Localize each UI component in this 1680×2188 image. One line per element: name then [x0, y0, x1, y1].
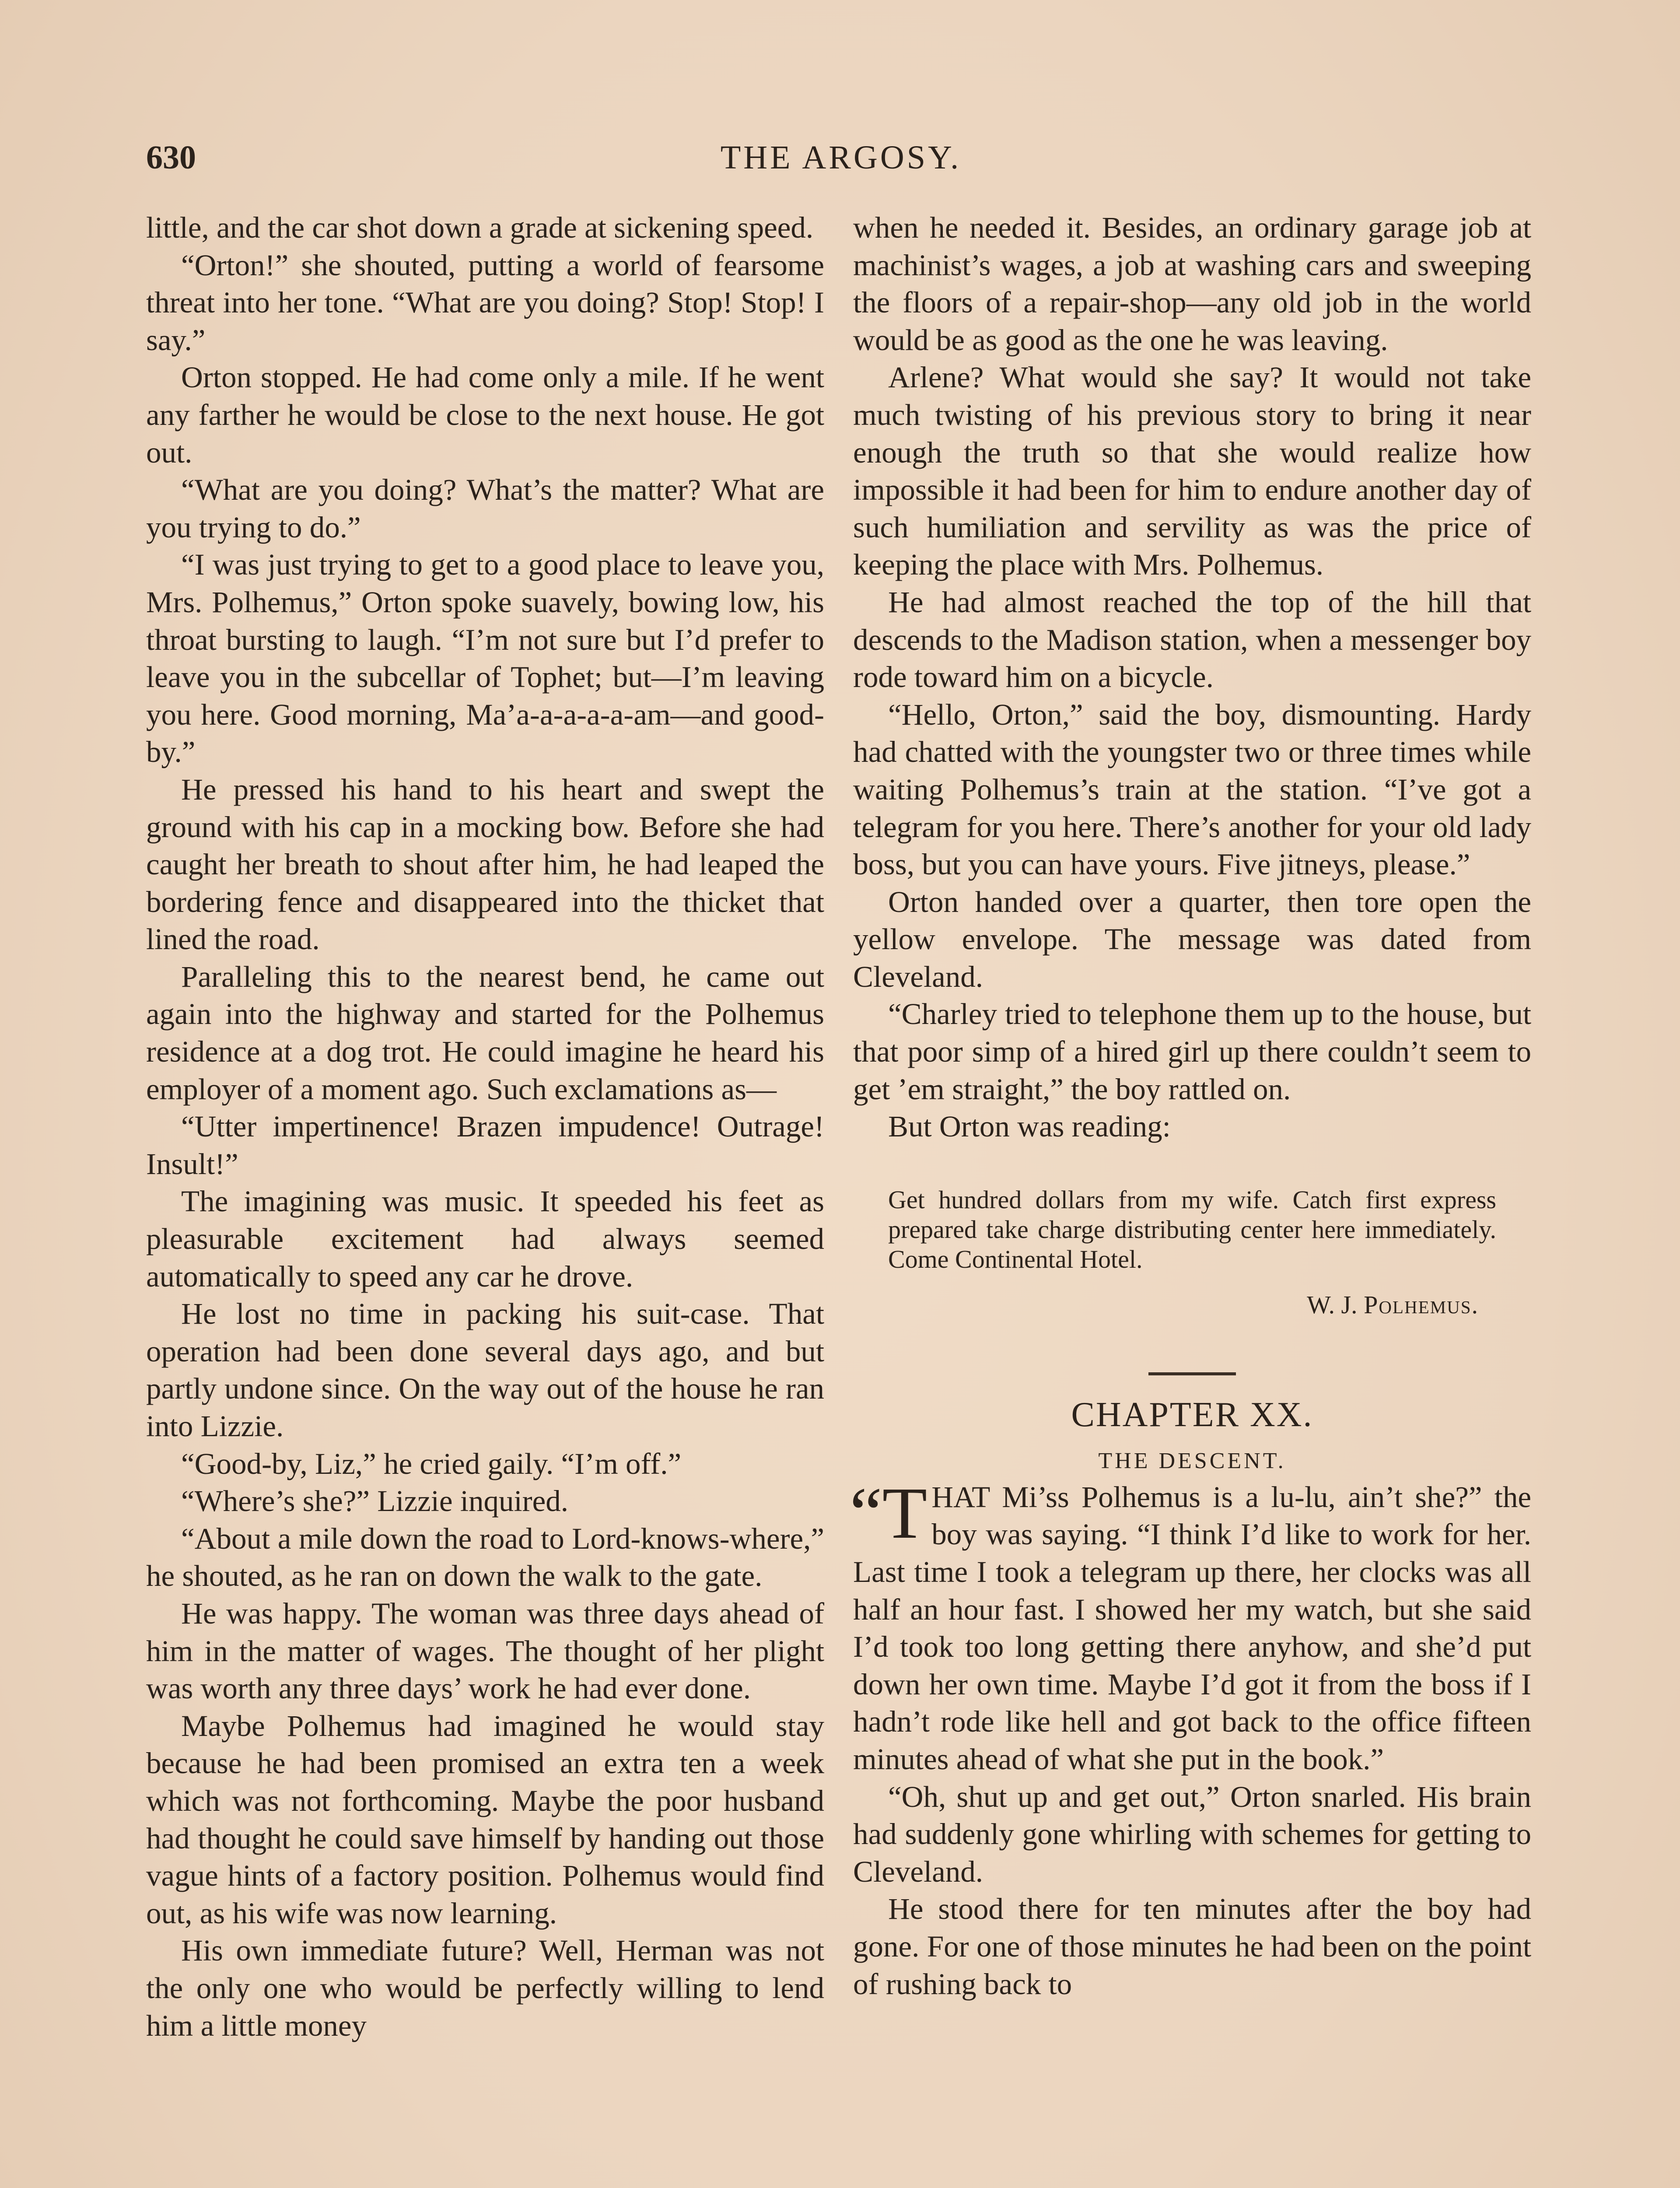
paragraph: little, and the car shot down a grade at sickening speed. [146, 211, 814, 244]
paragraph: He stood there for ten minutes after the boy had gone. For one of those minutes he had been on the point of rushing back to [853, 1892, 1531, 2001]
chapter-subtitle: THE DESCENT. [1098, 1448, 1286, 1473]
paragraph: He lost no time in packing his suit-case. That operation had been done several days ago, and but partly undone since. On the way out of the house he ran into Lizzie. [146, 1297, 824, 1443]
telegram-text: Get hundred dollars from my wife. Catch first express prepared take charge distributing center here immediately. Come Continental Hotel. [888, 1185, 1496, 1273]
paragraph: “Hello, Orton,” said the boy, dismounting. Hardy had chatted with the youngster two or three times while waiting Polhemus’s train at the station. “I’ve got a telegram for you here. There’s another for your old lady boss, but you can have yours. Five jitneys, please.” [853, 698, 1531, 881]
paragraph: “Orton!” she shouted, putting a world of fearsome threat into her tone. “What are you doing? Stop! Stop! I say.” [146, 248, 824, 357]
paragraph: The imagining was music. It speeded his feet as pleasurable excitement had always seemed automatically to speed any car he drove. [146, 1185, 824, 1293]
telegram-signature [853, 1290, 1479, 1320]
drop-cap [850, 1472, 928, 1554]
chapter-title: CHAPTER XX. [1071, 1395, 1313, 1434]
paragraph: Orton handed over a quarter, then tore open the yellow envelope. The message was dated from Cleveland. [853, 885, 1531, 993]
page-header [146, 133, 1536, 182]
paragraph: Maybe Polhemus had imagined he would stay because he had been promised an extra ten a week which was not forthcoming. Maybe the poor husband had thought he could save himself by handing out those vague hints of a factory position. Polhemus would find out, as his wife was now learning. [146, 1709, 824, 1930]
paragraph: He had almost reached the top of the hill that descends to the Madison station, when a messenger boy rode toward him on a bicycle. [853, 585, 1531, 694]
page-number: 630 [146, 139, 196, 176]
running-title: THE ARGOSY. [720, 139, 962, 176]
left-column [146, 209, 824, 2044]
paragraph: Arlene? What would she say? It would not take much twisting of his previous story to bring it near enough the truth so that she would realize how impossible it had been for him to endure another day of such humiliation and servility as was the price of keeping the place with Mrs. Polhemus. [853, 361, 1531, 582]
paragraph: Paralleling this to the nearest bend, he came out again into the highway and started for the Polhemus residence at a dog trot. He could imagine he heard his employer of a moment ago. Such exclamations as— [146, 960, 824, 1106]
paragraph: “What are you doing? What’s the matter? What are you trying to do.” [146, 473, 824, 544]
paragraph: “Charley tried to telephone them up to the house, but that poor simp of a hired girl up there couldn’t seem to get ’em straight,” the boy rattled on. [853, 997, 1531, 1106]
paragraph: He pressed his hand to his heart and swept the ground with his cap in a mocking bow. Before she had caught her breath to shout after him, he had leaped the bordering fence and disappeared into the thicket that lined the road. [146, 772, 824, 956]
drop-cap-quote: “ [850, 1472, 882, 1554]
paragraph: “About a mile down the road to Lord-knows-where,” he shouted, as he ran on down the walk to the gate. [146, 1522, 824, 1593]
paragraph: “Good-by, Liz,” he cried gaily. “I’m off.” [181, 1447, 682, 1480]
paragraph: when he needed it. Besides, an ordinary garage job at machinist’s wages, a job at washing cars and sweeping the floors of a repair-shop—any old job in the world would be as good as the one he was leaving. [853, 211, 1531, 357]
paragraph: Orton stopped. He had come only a mile. If he went any farther he would be close to the next house. He got out. [146, 361, 824, 469]
paragraph: He was happy. The woman was three days ahead of him in the matter of wages. The thought of her plight was worth any three days’ work he had ever done. [146, 1596, 824, 1705]
paragraph: “Oh, shut up and get out,” Orton snarled. His brain had suddenly gone whirling with schemes for getting to Cleveland. [853, 1780, 1531, 1888]
paragraph: But Orton was reading: [888, 1110, 1171, 1143]
paragraph: “Where’s she?” Lizzie inquired. [181, 1484, 569, 1518]
opening-text: HAT Mi’ss Polhemus is a lu-lu, ain’t she?” the boy was saying. “I think I’d like to work for her. Last time I took a telegram up there, her clocks was all half an hour fast. I showed her my watch, but she said I’d took too long getting there anyhow, and she’d put down her own time. Maybe I’d got it from the boss if I hadn’t rode like hell and got back to the office fifteen minutes ahead of what she put in the book.” [853, 1480, 1531, 1776]
drop-cap-letter: T [882, 1472, 928, 1554]
signature-initials: W. J. [1307, 1290, 1358, 1319]
paragraph: “I was just trying to get to a good place to leave you, Mrs. Polhemus,” Orton spoke suavely, bowing low, his throat bursting to laugh. “I’m not sure but I’d prefer to leave you in the subcellar of Tophet; but—I’m leaving you here. Good morning, Ma’a-a-a-a-a-am—and good-by.” [146, 548, 824, 769]
chapter-opening-paragraph [850, 1472, 1531, 1778]
signature-name: Polhemus. [1364, 1290, 1479, 1319]
chapter-divider [1148, 1372, 1236, 1375]
paragraph: His own immediate future? Well, Herman was not the only one who would be perfectly willing to lend him a little money [146, 1934, 824, 2042]
right-column [850, 209, 1531, 2003]
paragraph: “Utter impertinence! Brazen impudence! Outrage! Insult!” [146, 1110, 824, 1181]
